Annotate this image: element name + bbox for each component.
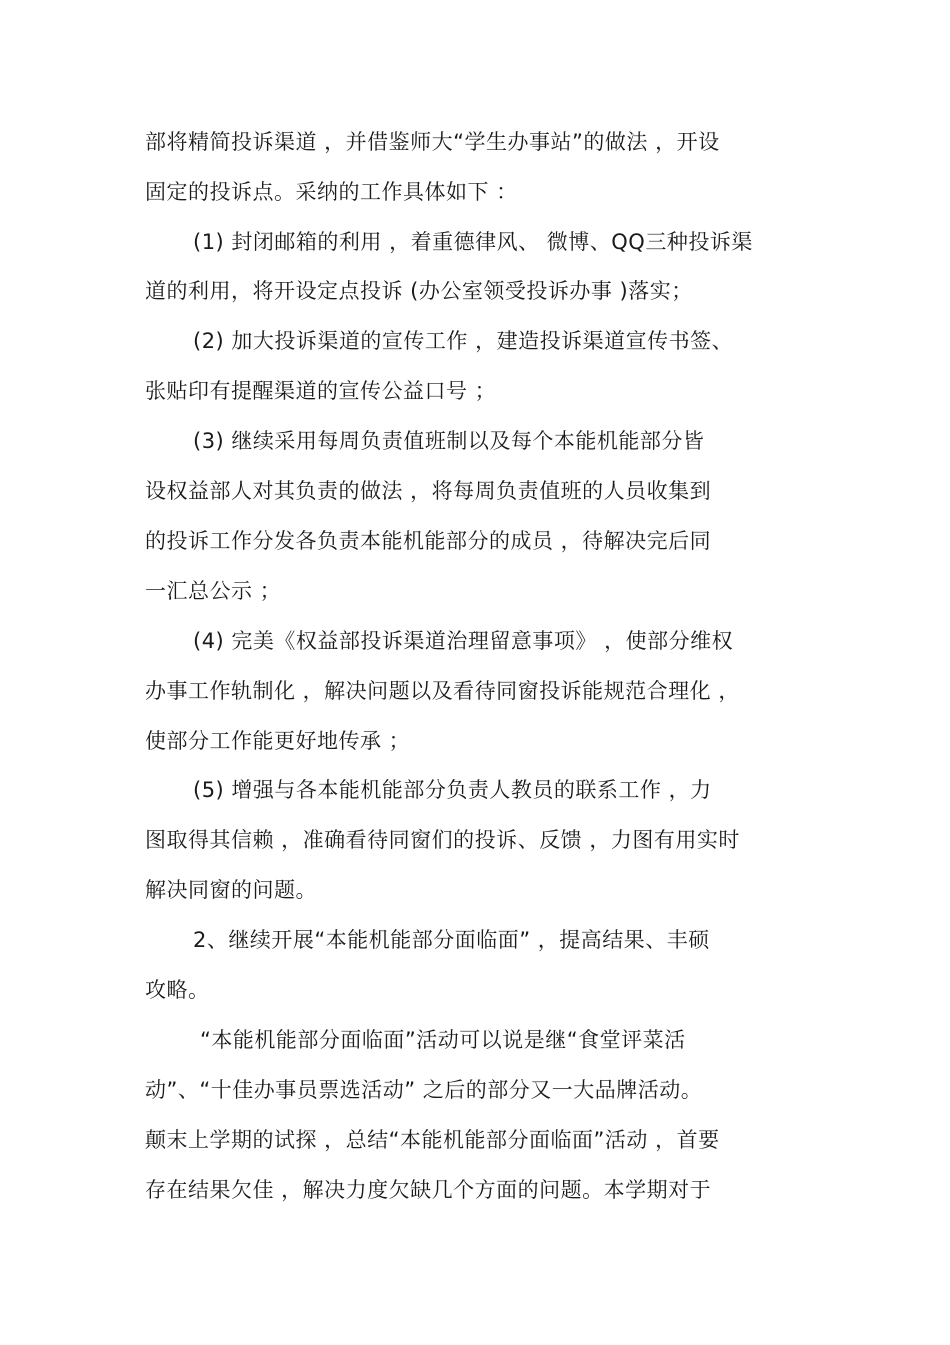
paragraph-line: 图取得其信赖 ，准确看待同窗们的投诉、反馈 ，力图有用实时: [145, 828, 740, 852]
paragraph-line: 部将精简投诉渠道 ，并借鉴师大“学生办事站”的做法 ，开设: [145, 130, 720, 154]
paragraph-line: 动”、“十佳办事员票选活动” 之后的部分又一大品牌活动。: [145, 1078, 703, 1102]
paragraph-line: 存在结果欠佳 ，解决力度欠缺几个方面的问题。本学期对于: [145, 1178, 712, 1202]
paragraph-line: 设权益部人对其负责的做法 ，将每周负责值班的人员收集到: [145, 479, 712, 503]
list-item-3-line: (3) 继续采用每周负责值班制以及每个本能机能部分皆: [193, 429, 705, 453]
list-item-5-line: (5) 增强与各本能机能部分负责人教员的联系工作 ，力: [193, 778, 712, 802]
section-heading-line: 2、继续开展“本能机能部分面临面” ，提高结果、丰硕: [193, 928, 710, 952]
paragraph-line: 解决同窗的问题。: [145, 878, 317, 902]
list-item-2-line: (2) 加大投诉渠道的宣传工作 ，建造投诉渠道宣传书签、: [193, 329, 734, 353]
paragraph-line: 张贴印有提醒渠道的宣传公益口号 ；: [145, 379, 497, 403]
paragraph-line: 一汇总公示 ；: [145, 579, 282, 603]
paragraph-line: 颠末上学期的试探 ，总结“本能机能部分面临面”活动 ，首要: [145, 1128, 720, 1152]
paragraph-line: 使部分工作能更好地传承 ；: [145, 729, 411, 753]
paragraph-line: 的投诉工作分发各负责本能机能部分的成员 ，待解决完后同: [145, 529, 712, 553]
paragraph-line: “本能机能部分面临面”活动可以说是继“食堂评菜活: [200, 1028, 686, 1052]
paragraph-line: 攻略。: [145, 978, 210, 1002]
paragraph-line: 固定的投诉点。采纳的工作具体如下 ：: [145, 180, 518, 204]
list-item-1-line: (1) 封闭邮箱的利用 ，着重德律风、 微博、QQ三种投诉渠: [193, 230, 753, 254]
list-item-4-line: (4) 完美《权益部投诉渠道治理留意事项》 ，使部分维权: [193, 629, 734, 653]
paragraph-line: 道的利用，将开设定点投诉 (办公室领受投诉办事 )落实；: [145, 279, 693, 303]
paragraph-line: 办事工作轨制化 ，解决问题以及看待同窗投诉能规范合理化 ，: [145, 679, 740, 703]
